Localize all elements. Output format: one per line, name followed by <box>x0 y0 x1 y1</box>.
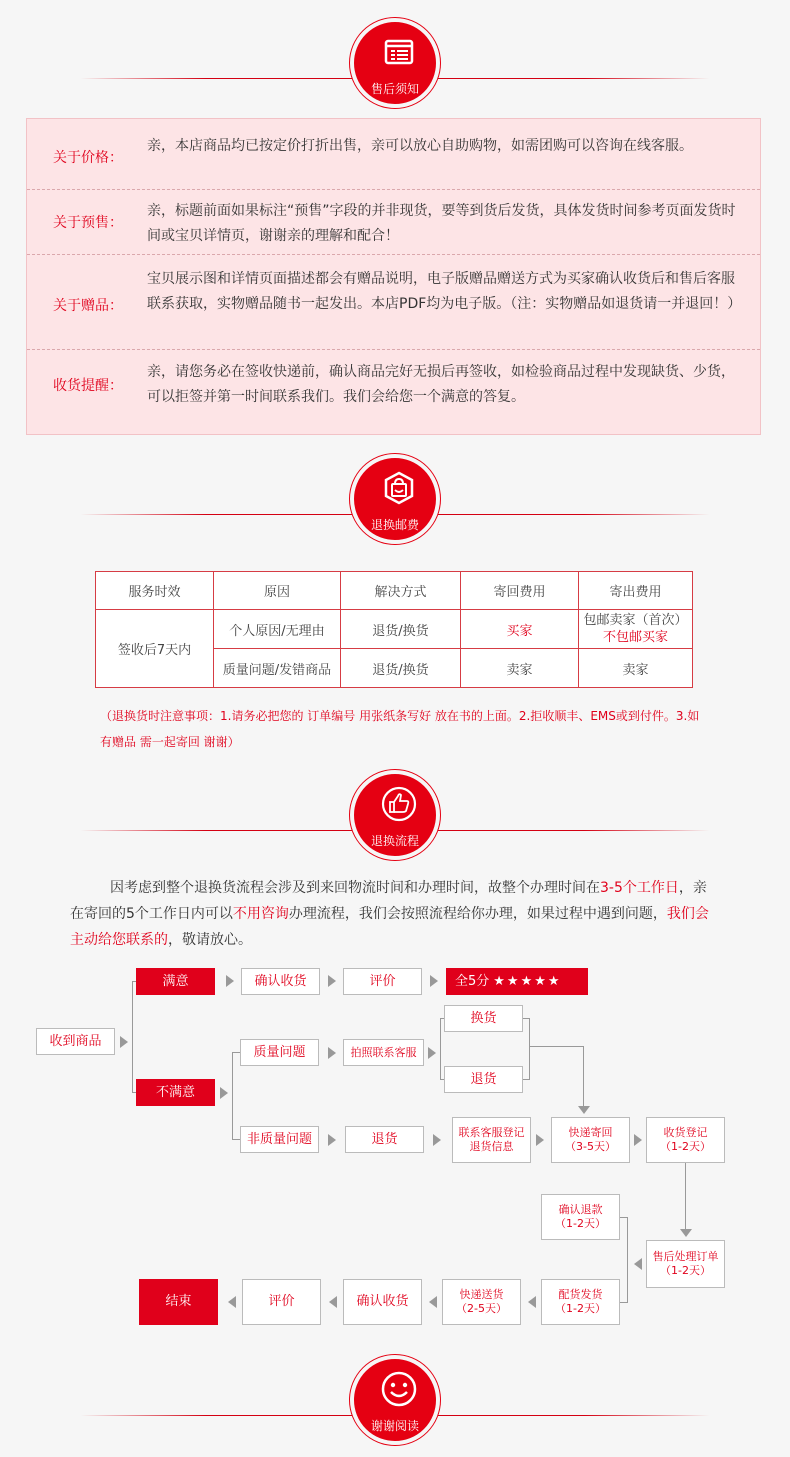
flow-arrow <box>220 1087 228 1099</box>
flow-line <box>529 1018 530 1080</box>
section-header-return-flow <box>0 770 790 870</box>
notice-key: 收货提醒： <box>53 378 123 394</box>
flow-dispatch <box>541 1279 620 1325</box>
send-fee-line: 包邮卖家（首次） <box>583 613 688 628</box>
section-title: 退换流程 <box>370 834 419 848</box>
flow-line <box>232 1139 240 1140</box>
flow-line <box>627 1217 628 1303</box>
flow-unsatisfied: 不满意 <box>136 1079 215 1106</box>
thumbs-up-icon <box>381 786 417 822</box>
flow-line <box>620 1302 628 1303</box>
flow-quality: 质量问题 <box>240 1039 319 1066</box>
flow-arrow <box>634 1258 642 1270</box>
table-header-row <box>96 572 693 610</box>
intro-highlight: 不用咨询 <box>232 906 289 922</box>
flow-intro <box>70 875 710 953</box>
flow-arrow <box>328 1047 336 1059</box>
table-header: 寄出费用 <box>579 572 693 610</box>
intro-text: 因考虑到整个退换货流程会涉及到来回物流时间和办理时间，故整个办理时间在 <box>110 880 600 896</box>
notice-key: 关于赠品： <box>53 298 123 314</box>
section-title: 退换邮费 <box>370 518 419 532</box>
flow-text: 退货信息 <box>469 1140 514 1153</box>
section-badge <box>350 770 440 860</box>
flow-line <box>529 1046 584 1047</box>
document-list-icon <box>381 34 417 70</box>
intro-highlight: 3-5个工作日 <box>600 880 679 896</box>
smile-icon <box>381 1371 417 1407</box>
flow-contact-photo: 拍照联系客服 <box>343 1039 424 1066</box>
flow-line <box>583 1046 584 1106</box>
flow-arrow <box>328 975 336 987</box>
section-title: 售后须知 <box>370 82 419 96</box>
flow-arrow <box>226 975 234 987</box>
flow-line <box>440 1018 441 1080</box>
return-fee-table <box>95 571 693 688</box>
flow-arrow <box>428 1047 436 1059</box>
flow-line <box>620 1217 628 1218</box>
section-title: 谢谢阅读 <box>370 1419 419 1433</box>
flow-return-goods: 退货 <box>345 1126 424 1153</box>
flow-arrow <box>120 1036 128 1048</box>
flow-confirm-refund <box>541 1194 620 1240</box>
notice-row-price <box>27 119 760 189</box>
table-header: 解决方式 <box>341 572 461 610</box>
notice-text: 亲，请您务必在签收快递前，确认商品完好无损后再签收，如检验商品过程中发现缺货、少货，可以拒签并第一时间联系我们。我们会给您一个满意的答复。 <box>147 364 735 405</box>
send-fee-line: 不包邮买家 <box>602 630 668 645</box>
flow-non-quality: 非质量问题 <box>240 1126 319 1153</box>
star-icon: ★★★★★ <box>493 973 562 989</box>
flow-arrow <box>228 1296 236 1308</box>
table-cell: 质量问题/发错商品 <box>214 649 341 688</box>
section-header-return-fee <box>0 454 790 554</box>
flow-exchange: 换货 <box>444 1005 523 1032</box>
flow-text: 确认退款 <box>558 1203 603 1216</box>
flow-line <box>232 1052 233 1140</box>
section-badge <box>350 1355 440 1445</box>
table-header: 原因 <box>214 572 341 610</box>
flow-confirm-receipt: 确认收货 <box>241 968 320 995</box>
table-cell: 退货/换货 <box>341 649 461 688</box>
flow-text: 收货登记 <box>663 1126 708 1139</box>
intro-highlight: 我们会主动给您联系的 <box>70 906 709 948</box>
flow-text: 快递寄回 <box>568 1126 613 1139</box>
intro-text: 办理流程，我们会按照流程给你办理，如果过程中遇到问题， <box>288 906 667 922</box>
section-header-after-sales <box>0 18 790 118</box>
flow-line <box>232 1052 240 1053</box>
notice-key: 关于价格： <box>53 150 123 166</box>
flow-arrow <box>329 1296 337 1308</box>
flow-text: （1-2天） <box>555 1217 606 1230</box>
flow-text: （1-2天） <box>555 1302 606 1315</box>
flow-confirm-receipt-final: 确认收货 <box>343 1279 422 1325</box>
notice-text: 亲，本店商品均已按定价打折出售，亲可以放心自助购物，如需团购可以咨询在线客服。 <box>147 138 693 154</box>
table-header: 寄回费用 <box>461 572 579 610</box>
intro-text: ，敬请放心。 <box>168 932 252 948</box>
flow-after-sales-order <box>646 1240 725 1288</box>
flow-arrow <box>430 975 438 987</box>
flow-arrow <box>433 1134 441 1146</box>
notice-row-gift <box>27 254 760 349</box>
table-cell: 卖家 <box>579 649 693 688</box>
flow-text: （1-2天） <box>660 1140 711 1153</box>
notice-row-presale <box>27 189 760 254</box>
shopping-bag-icon <box>381 470 417 506</box>
flow-review-final: 评价 <box>242 1279 321 1325</box>
flow-arrow <box>328 1134 336 1146</box>
flow-arrow <box>536 1134 544 1146</box>
table-header: 服务时效 <box>96 572 214 610</box>
flow-express-deliver <box>442 1279 521 1325</box>
flow-satisfied: 满意 <box>136 968 215 995</box>
notice-box <box>26 118 761 435</box>
flow-arrow <box>429 1296 437 1308</box>
flow-text: 快递送货 <box>459 1288 504 1301</box>
notice-text: 亲，标题前面如果标注“预售”字段的并非现货，要等到货后发货，具体发货时间参考页面发货时间或宝贝详情页，谢谢亲的理解和配合！ <box>147 203 736 244</box>
section-badge <box>350 454 440 544</box>
flow-text: 售后处理订单 <box>652 1250 719 1263</box>
flow-text: （1-2天） <box>660 1264 711 1277</box>
section-badge <box>350 18 440 108</box>
flow-five-stars <box>446 968 588 995</box>
intro-text: ，亲在寄回的5个工作日内可以 <box>70 880 707 922</box>
flow-text: 联系客服登记 <box>458 1126 525 1139</box>
flow-text: （3-5天） <box>565 1140 616 1153</box>
table-row <box>96 610 693 649</box>
table-cell-period: 签收后7天内 <box>96 610 214 688</box>
flow-arrow <box>680 1229 692 1237</box>
notice-key: 关于预售： <box>53 215 123 231</box>
five-stars-label: 全5分 <box>455 973 490 989</box>
flow-register-info <box>452 1117 531 1163</box>
flow-receive-register <box>646 1117 725 1163</box>
flow-arrow <box>528 1296 536 1308</box>
flow-end: 结束 <box>139 1279 218 1325</box>
flow-review: 评价 <box>343 968 422 995</box>
flow-text: （2-5天） <box>456 1302 507 1315</box>
table-cell: 退货/换货 <box>341 610 461 649</box>
notice-row-receipt <box>27 349 760 435</box>
flow-text: 配货发货 <box>558 1288 603 1301</box>
section-header-thanks <box>0 1355 790 1455</box>
flow-refund-goods: 退货 <box>444 1066 523 1093</box>
return-note: （退换货时注意事项：1.请务必把您的 订单编号 用张纸条写好 放在书的上面。2.拒收顺丰、EMS或到付件。3.如有赠品 需一起寄回 谢谢） <box>100 709 700 749</box>
table-cell: 个人原因/无理由 <box>214 610 341 649</box>
flow-arrow <box>634 1134 642 1146</box>
flow-arrow <box>578 1106 590 1114</box>
notice-text: 宝贝展示图和详情页面描述都会有赠品说明，电子版赠品赠送方式为买家确认收货后和售后客服联系获取，实物赠品随书一起发出。本店PDF均为电子版。（注：实物赠品如退货请一并退回！） <box>147 271 742 312</box>
table-cell: 卖家 <box>461 649 579 688</box>
flow-line <box>685 1163 686 1229</box>
flow-line <box>132 981 133 1093</box>
flow-express-return <box>551 1117 630 1163</box>
flow-receive: 收到商品 <box>36 1028 115 1055</box>
table-cell: 买家 <box>461 610 579 649</box>
table-cell <box>579 610 693 649</box>
